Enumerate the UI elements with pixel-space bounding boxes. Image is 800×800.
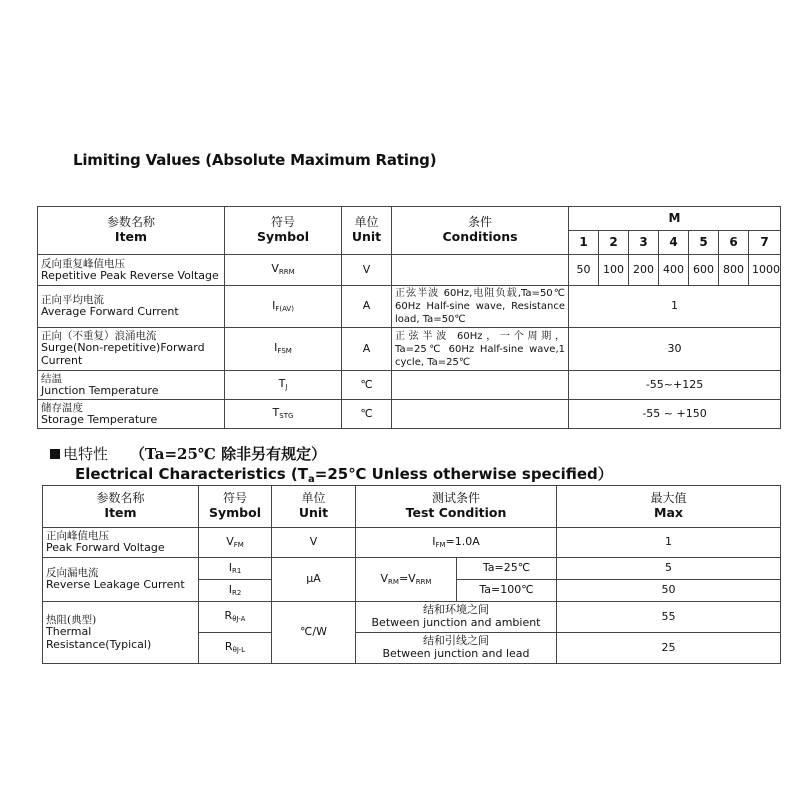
param-symbol: $V_{FM}$ — [199, 528, 272, 558]
value-cell: 100 — [599, 255, 629, 286]
test-condition: $I_{FM}=1.0A$ — [356, 528, 557, 558]
header-conditions: 条件 Conditions — [392, 207, 569, 255]
value-cell: 1000 — [749, 255, 781, 286]
param-condition — [392, 255, 569, 286]
param-symbol: $I_{R1}$ — [199, 558, 272, 580]
param-name: 正向平均电流 Average Forward Current — [38, 286, 225, 328]
param-condition — [392, 400, 569, 429]
row-ifav — [38, 286, 781, 328]
value-cell: 30 — [569, 328, 781, 371]
value-cell: 400 — [659, 255, 689, 286]
param-symbol: $T_{STG}$ — [225, 400, 342, 429]
header-unit: 单位 Unit — [272, 486, 356, 528]
row-tstg — [38, 400, 781, 429]
row-ifsm — [38, 328, 781, 371]
param-unit: ℃/W — [272, 602, 356, 664]
param-condition: 正弦半波 60Hz，一个周期，Ta=25℃ 60Hz Half-sine wave,1 cycle, Ta=25℃ — [392, 328, 569, 371]
header-model-group: M — [569, 207, 781, 231]
param-name: 正向峰值电压 Peak Forward Voltage — [43, 528, 199, 558]
model-number: 1 — [569, 231, 599, 255]
header-item: 参数名称 Item — [38, 207, 225, 255]
value-cell: 800 — [719, 255, 749, 286]
electrical-title-en: Electrical Characteristics ($T_a=25℃$ Unless otherwise specified） — [75, 465, 613, 485]
value-cell: 50 — [569, 255, 599, 286]
param-name: 反向漏电流 Reverse Leakage Current — [43, 558, 199, 602]
electrical-title-zh: 电特性 （Ta=25℃ 除非另有规定） — [50, 443, 326, 464]
param-symbol: $R_{\theta J-A}$ — [199, 602, 272, 633]
header-test-condition: 测试条件 Test Condition — [356, 486, 557, 528]
square-bullet-icon — [50, 449, 60, 459]
max-value: 25 — [557, 633, 781, 664]
param-name: 结温 Junction Temperature — [38, 371, 225, 400]
header-max: 最大值 Max — [557, 486, 781, 528]
model-number: 3 — [629, 231, 659, 255]
param-unit: ℃ — [342, 400, 392, 429]
max-value: 55 — [557, 602, 781, 633]
model-number: 7 — [749, 231, 781, 255]
value-cell: 1 — [569, 286, 781, 328]
header-unit: 单位 Unit — [342, 207, 392, 255]
max-value: 1 — [557, 528, 781, 558]
param-symbol: $V_{RRM}$ — [225, 255, 342, 286]
param-unit: ℃ — [342, 371, 392, 400]
param-condition: 正弦半波 60Hz,电阻负载,Ta=50℃ 60Hz Half-sine wave, Resistance load, Ta=50℃ — [392, 286, 569, 328]
param-symbol: $T_J$ — [225, 371, 342, 400]
value-cell: -55~+125 — [569, 371, 781, 400]
header-symbol: 符号 Symbol — [199, 486, 272, 528]
param-unit: V — [272, 528, 356, 558]
test-condition-temp: Ta=100℃ — [457, 580, 557, 602]
param-name: 热阻(典型) Thermal Resistance(Typical) — [43, 602, 199, 664]
model-number: 6 — [719, 231, 749, 255]
param-unit: V — [342, 255, 392, 286]
test-condition: 结和环境之间 Between junction and ambient — [356, 602, 557, 633]
max-value: 5 — [557, 558, 781, 580]
model-number: 2 — [599, 231, 629, 255]
param-condition — [392, 371, 569, 400]
param-unit: A — [342, 328, 392, 371]
param-unit: μA — [272, 558, 356, 602]
param-name: 反向重复峰值电压 Repetitive Peak Reverse Voltage — [38, 255, 225, 286]
model-number: 4 — [659, 231, 689, 255]
param-symbol: $I_{R2}$ — [199, 580, 272, 602]
test-condition: 结和引线之间 Between junction and lead — [356, 633, 557, 664]
model-number: 5 — [689, 231, 719, 255]
header-item: 参数名称 Item — [43, 486, 199, 528]
row-rth-a — [43, 602, 781, 633]
param-name: 储存温度 Storage Temperature — [38, 400, 225, 429]
limiting-values-table — [37, 206, 781, 429]
value-cell: 200 — [629, 255, 659, 286]
limiting-values-title: Limiting Values (Absolute Maximum Rating) — [73, 151, 437, 169]
param-unit: A — [342, 286, 392, 328]
electrical-characteristics-table — [42, 485, 781, 664]
max-value: 50 — [557, 580, 781, 602]
test-condition-temp: Ta=25℃ — [457, 558, 557, 580]
row-tj — [38, 371, 781, 400]
param-symbol: $I_{F(AV)}$ — [225, 286, 342, 328]
param-name: 正向（不重复）浪涌电流 Surge(Non-repetitive)Forward Current — [38, 328, 225, 371]
value-cell: 600 — [689, 255, 719, 286]
header-symbol: 符号 Symbol — [225, 207, 342, 255]
test-condition: $V_{RM}=V_{RRM}$ — [356, 558, 457, 602]
row-ir1 — [43, 558, 781, 580]
param-symbol: $I_{FSM}$ — [225, 328, 342, 371]
param-symbol: $R_{\theta J-L}$ — [199, 633, 272, 664]
row-vrrm — [38, 255, 781, 286]
row-vfm — [43, 528, 781, 558]
value-cell: -55 ~ +150 — [569, 400, 781, 429]
